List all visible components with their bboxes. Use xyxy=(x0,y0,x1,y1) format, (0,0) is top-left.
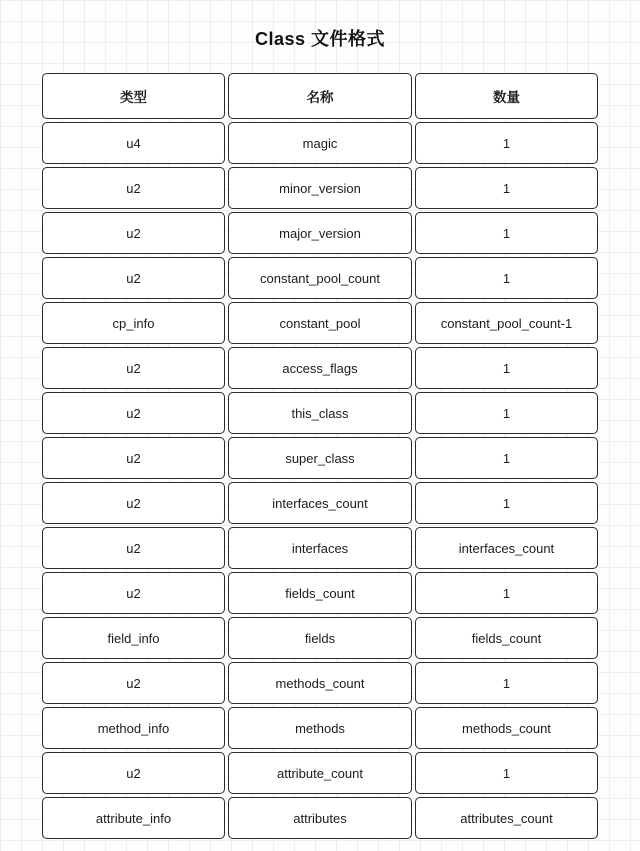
cell-name: super_class xyxy=(228,437,412,479)
cell-type: method_info xyxy=(42,707,225,749)
cell-count: 1 xyxy=(415,212,598,254)
cell-count: 1 xyxy=(415,437,598,479)
cell-name: access_flags xyxy=(228,347,412,389)
cell-name: methods xyxy=(228,707,412,749)
cell-count: 1 xyxy=(415,257,598,299)
table-row xyxy=(42,437,598,479)
table-row xyxy=(42,572,598,614)
cell-count: 1 xyxy=(415,482,598,524)
cell-name: constant_pool xyxy=(228,302,412,344)
cell-name: attribute_count xyxy=(228,752,412,794)
table-row xyxy=(42,302,598,344)
table-row xyxy=(42,527,598,569)
cell-name: methods_count xyxy=(228,662,412,704)
cell-type: u2 xyxy=(42,437,225,479)
cell-count: 1 xyxy=(415,347,598,389)
cell-type: u2 xyxy=(42,527,225,569)
table-row xyxy=(42,617,598,659)
table-row xyxy=(42,392,598,434)
page-title: Class 文件格式 xyxy=(254,29,386,49)
cell-count: 1 xyxy=(415,122,598,164)
table-header-row xyxy=(42,73,598,119)
cell-name: minor_version xyxy=(228,167,412,209)
table-row xyxy=(42,212,598,254)
column-header-count: 数量 xyxy=(415,73,598,119)
table-row xyxy=(42,482,598,524)
column-header-type: 类型 xyxy=(42,73,225,119)
table-row xyxy=(42,347,598,389)
cell-count: attributes_count xyxy=(415,797,598,839)
cell-name: fields xyxy=(228,617,412,659)
class-file-format-table xyxy=(42,73,598,839)
table-row xyxy=(42,167,598,209)
cell-name: attributes xyxy=(228,797,412,839)
cell-type: u2 xyxy=(42,167,225,209)
cell-type: cp_info xyxy=(42,302,225,344)
cell-type: u2 xyxy=(42,482,225,524)
cell-type: u2 xyxy=(42,347,225,389)
cell-type: u2 xyxy=(42,392,225,434)
cell-name: interfaces_count xyxy=(228,482,412,524)
cell-type: u2 xyxy=(42,662,225,704)
table-row xyxy=(42,257,598,299)
cell-count: 1 xyxy=(415,662,598,704)
table-row xyxy=(42,707,598,749)
cell-name: constant_pool_count xyxy=(228,257,412,299)
cell-name: magic xyxy=(228,122,412,164)
cell-count: constant_pool_count-1 xyxy=(415,302,598,344)
table-row xyxy=(42,122,598,164)
cell-type: attribute_info xyxy=(42,797,225,839)
cell-name: fields_count xyxy=(228,572,412,614)
cell-name: interfaces xyxy=(228,527,412,569)
cell-name: this_class xyxy=(228,392,412,434)
table-row xyxy=(42,662,598,704)
cell-count: 1 xyxy=(415,392,598,434)
cell-type: u2 xyxy=(42,212,225,254)
table-row xyxy=(42,752,598,794)
cell-type: field_info xyxy=(42,617,225,659)
cell-count: 1 xyxy=(415,572,598,614)
cell-name: major_version xyxy=(228,212,412,254)
cell-type: u2 xyxy=(42,752,225,794)
cell-count: 1 xyxy=(415,752,598,794)
table-row xyxy=(42,797,598,839)
cell-count: 1 xyxy=(415,167,598,209)
cell-type: u2 xyxy=(42,572,225,614)
column-header-name: 名称 xyxy=(228,73,412,119)
cell-type: u2 xyxy=(42,257,225,299)
cell-count: interfaces_count xyxy=(415,527,598,569)
cell-count: methods_count xyxy=(415,707,598,749)
cell-type: u4 xyxy=(42,122,225,164)
cell-count: fields_count xyxy=(415,617,598,659)
